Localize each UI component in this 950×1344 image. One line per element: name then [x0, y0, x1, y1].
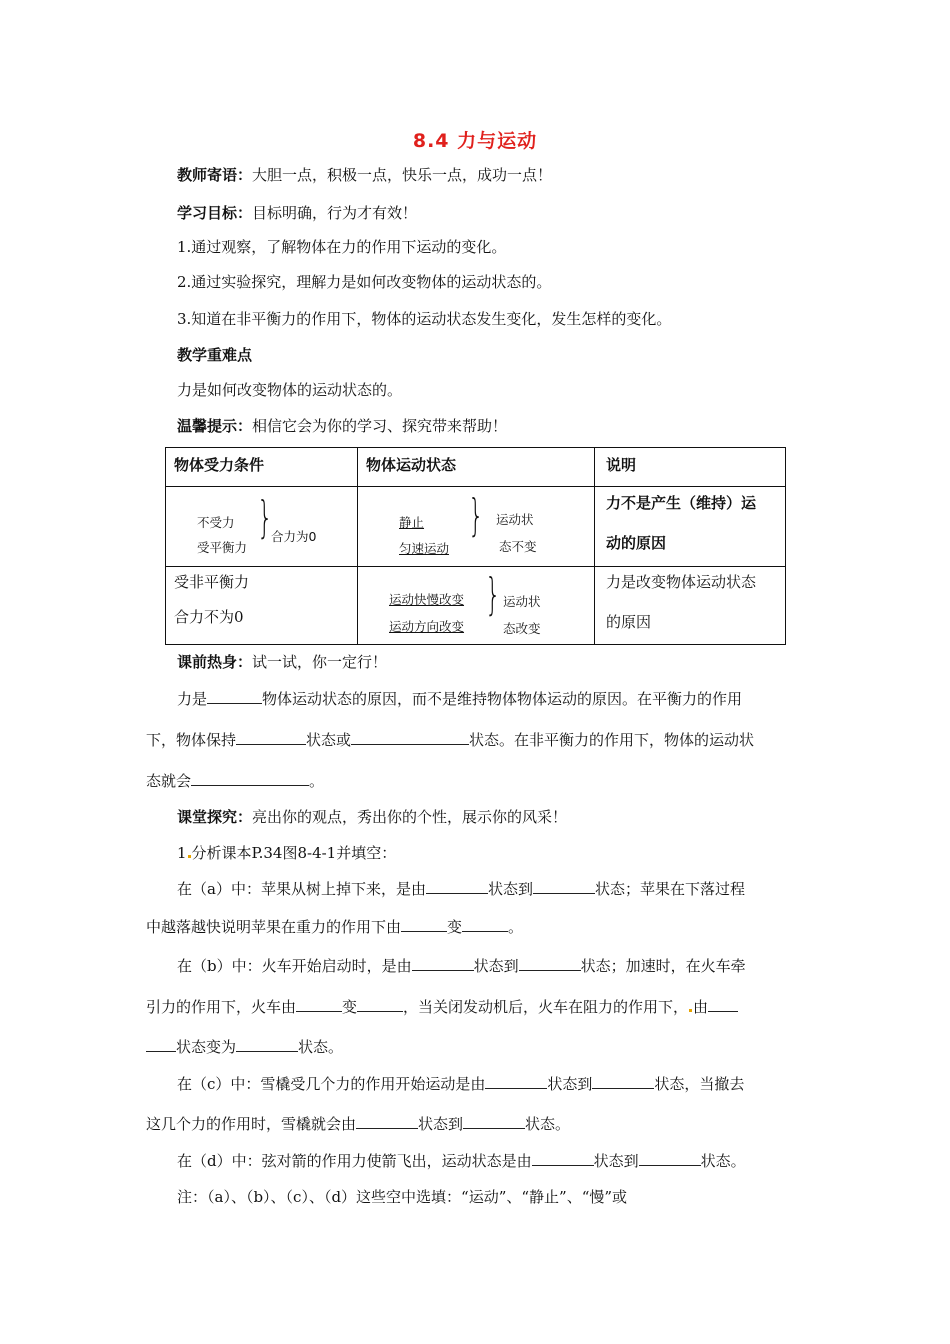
row2-cond1: 受非平衡力: [174, 573, 250, 591]
part-a-line-2: [146, 916, 523, 937]
text-run: 在（d）中：弦对箭的作用力使箭飞出，运动状态是由: [177, 1152, 532, 1170]
text-run: 状态到: [418, 1115, 464, 1133]
fill-blank[interactable]: [426, 879, 488, 894]
text-run: 状态。: [700, 1152, 746, 1170]
warmup-text: 试一试，你一定行！: [252, 653, 388, 671]
text-run: 下，物体保持: [146, 731, 237, 749]
text-run: 1: [177, 844, 187, 862]
fill-blank[interactable]: [533, 879, 595, 894]
text-run: 在（b）中：火车开始启动时，是由: [177, 957, 412, 975]
header-condition: 物体受力条件: [174, 456, 265, 474]
part-c-line-1: [177, 1073, 744, 1094]
fill-blank[interactable]: [463, 1114, 525, 1129]
part-b-line-3: [146, 1036, 343, 1057]
tip: [177, 415, 507, 436]
row1-state1: 静止: [399, 515, 425, 530]
part-d-line-1: [177, 1150, 746, 1171]
fill-blank[interactable]: [357, 997, 403, 1012]
goals-heading: [177, 202, 417, 223]
text-run: 状态到: [547, 1075, 593, 1093]
question-1: [177, 842, 396, 863]
teacher-note: [177, 164, 552, 185]
row1-result: 合力为0: [271, 529, 317, 544]
part-a-line-1: [177, 878, 745, 899]
text-run: 。: [508, 918, 524, 936]
goals-text: 目标明确，行为才有效！: [252, 204, 418, 222]
page-title: 8.4 力与运动: [412, 130, 538, 152]
key-points-label: 教学重难点: [177, 346, 253, 364]
fill-note: 注：（a）、（b）、（c）、（d）这些空中选填：“运动”、“静止”、“慢”或: [177, 1188, 628, 1206]
text-run: 。: [309, 772, 325, 790]
row1-cond1: 不受力: [197, 515, 235, 530]
row2-note2: 的原因: [606, 613, 652, 631]
text-run: 状态。: [298, 1038, 344, 1056]
fill-blank[interactable]: [462, 917, 508, 932]
text-run: 这几个力的作用时，雪橇就会由: [146, 1115, 357, 1133]
force-motion-table: [165, 447, 786, 645]
text-run: 状态变为: [176, 1038, 237, 1056]
row1-outcome2: 态不变: [499, 539, 537, 554]
part-b-line-2: [146, 996, 738, 1017]
brace-icon: }: [468, 490, 484, 541]
text-run: 由: [693, 998, 709, 1016]
marker-dot: [188, 855, 191, 858]
explore-heading: [177, 806, 567, 827]
row1-outcome1: 运动状: [496, 512, 534, 527]
fill-blank[interactable]: [351, 730, 469, 745]
fill-blank[interactable]: [401, 917, 447, 932]
fill-blank[interactable]: [191, 771, 309, 786]
tip-text: 相信它会为你的学习、探究带来帮助！: [252, 417, 508, 435]
row1-note2: 动的原因: [606, 534, 667, 552]
row2-outcome2: 态改变: [503, 621, 541, 636]
warmup-label: 课前热身：: [177, 653, 253, 671]
text-run: 态就会: [146, 772, 192, 790]
fill-blank[interactable]: [412, 956, 474, 971]
fill-blank[interactable]: [356, 1114, 418, 1129]
goal-item-2: 2.通过实验探究，理解力是如何改变物体的运动状态的。: [177, 273, 552, 291]
text-run: 状态到: [593, 1152, 639, 1170]
row2-state2: 运动方向改变: [389, 619, 465, 634]
text-run: 状态；加速时，在火车牵: [580, 957, 746, 975]
text-run: 力是: [177, 690, 208, 708]
text-run: 变: [342, 998, 358, 1016]
brace-icon: }: [257, 492, 273, 543]
row1-note1: 力不是产生（维持）运: [606, 494, 757, 512]
explore-text: 亮出你的观点，秀出你的个性，展示你的风采！: [252, 808, 568, 826]
teacher-note-label: 教师寄语：: [177, 166, 253, 184]
text-run: ，当关闭发动机后，火车在阻力的作用下，: [403, 998, 689, 1016]
part-b-line-1: [177, 955, 746, 976]
header-note: 说明: [606, 456, 637, 474]
fill-blank[interactable]: [146, 1037, 176, 1052]
fill-blank[interactable]: [639, 1151, 701, 1166]
text-run: 中越落越快说明苹果在重力的作用下由: [146, 918, 402, 936]
warmup-line-2: [146, 729, 754, 750]
fill-blank[interactable]: [207, 689, 262, 704]
fill-blank[interactable]: [236, 1037, 298, 1052]
goals-label: 学习目标：: [177, 204, 253, 222]
row2-note1: 力是改变物体运动状态: [606, 573, 757, 591]
fill-blank[interactable]: [236, 730, 306, 745]
warmup-line-1: [177, 688, 742, 709]
text-run: 引力的作用下，火车由: [146, 998, 297, 1016]
part-c-line-2: [146, 1113, 570, 1134]
text-run: 变: [447, 918, 463, 936]
row2-state1: 运动快慢改变: [389, 592, 465, 607]
text-run: 状态。: [525, 1115, 571, 1133]
row2-outcome1: 运动状: [503, 594, 541, 609]
goal-item-3: 3.知道在非平衡力的作用下，物体的运动状态发生变化，发生怎样的变化。: [177, 310, 672, 328]
text-run: 分析课本P.34图8-4-1并填空：: [191, 844, 397, 862]
brace-icon: }: [485, 569, 501, 620]
text-run: 在（c）中：雪橇受几个力的作用开始运动是由: [177, 1075, 486, 1093]
goal-item-1: 1.通过观察，了解物体在力的作用下运动的变化。: [177, 238, 507, 256]
fill-blank[interactable]: [519, 956, 581, 971]
text-run: 状态到: [487, 880, 533, 898]
fill-blank[interactable]: [708, 997, 738, 1012]
text-run: 状态，当撤去: [654, 1075, 745, 1093]
tip-label: 温馨提示：: [177, 417, 253, 435]
row2-cond2: 合力不为0: [174, 608, 244, 626]
explore-label: 课堂探究：: [177, 808, 253, 826]
header-state: 物体运动状态: [366, 456, 457, 474]
marker-dot: [689, 1009, 692, 1012]
fill-blank[interactable]: [485, 1074, 547, 1089]
fill-blank[interactable]: [296, 997, 342, 1012]
row1-state2: 匀速运动: [399, 541, 450, 556]
text-run: 在（a）中：苹果从树上掉下来，是由: [177, 880, 426, 898]
text-run: 状态。在非平衡力的作用下，物体的运动状: [469, 731, 755, 749]
key-points-text: 力是如何改变物体的运动状态的。: [177, 381, 403, 399]
fill-blank[interactable]: [532, 1151, 594, 1166]
text-run: 物体运动状态的原因，而不是维持物体物体运动的原因。在平衡力的作用: [262, 690, 743, 708]
warmup-line-3: [146, 770, 324, 791]
warmup-heading: [177, 651, 387, 672]
text-run: 状态或: [306, 731, 352, 749]
text-run: 状态；苹果在下落过程: [594, 880, 745, 898]
text-run: 状态到: [473, 957, 519, 975]
fill-blank[interactable]: [592, 1074, 654, 1089]
teacher-note-text: 大胆一点，积极一点，快乐一点，成功一点！: [252, 166, 553, 184]
row1-cond2: 受平衡力: [197, 540, 248, 555]
